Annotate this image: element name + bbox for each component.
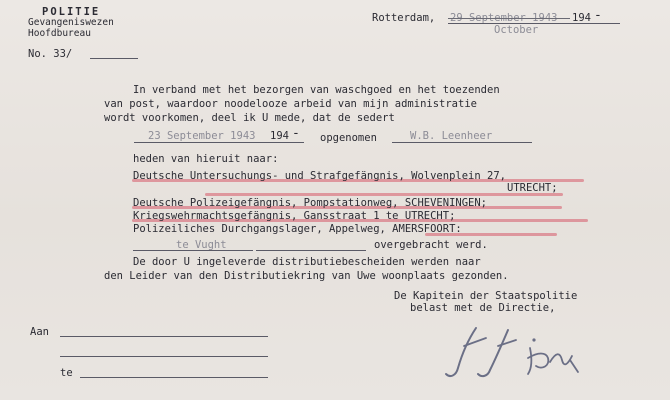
handwritten-signature (438, 318, 598, 388)
date-city: Rotterdam, (372, 12, 436, 24)
para2-line-1: De door U ingeleverde distributiebescheiden werden naar (133, 256, 481, 268)
body-line-1: In verband met het bezorgen van waschgoed en het toezenden (133, 84, 500, 96)
person-underline (392, 142, 532, 143)
org-bureau: Hoofdbureau (28, 28, 91, 39)
address-line-3: Kriegswehrmachtsgefängnis, Gansstraat 1 te UTRECHT; (133, 210, 456, 222)
signatory-title: De Kapitein der Staatspolitie (394, 290, 578, 302)
address-line-1-city: UTRECHT; (507, 182, 558, 194)
overgebracht-label: overgebracht werd. (374, 239, 488, 251)
filled-year-prefix: 194 (270, 130, 289, 142)
date-fill-underline (134, 142, 304, 143)
org-department: Gevangeniswezen (28, 17, 114, 28)
opgenomen-label: opgenomen (320, 132, 377, 144)
filled-date: 23 September 1943 (148, 130, 256, 142)
body-line-3: wordt voorkomen, deel ik U mede, dat de sedert (104, 112, 395, 124)
signatory-role: belast met de Directie, (410, 302, 556, 314)
number-underline (90, 58, 138, 59)
org-title: POLITIE (42, 6, 101, 18)
document-number: No. 33/ (28, 48, 73, 60)
red-highlight-2 (205, 193, 563, 196)
date-correction: October (494, 24, 539, 36)
date-struck: 29 September 1943 (450, 12, 558, 24)
body-line-2: van post, waardoor noodelooze arbeid van mijn administratie (104, 98, 477, 110)
filled-year-handwritten: - (292, 126, 300, 141)
address-line-1: Deutsche Untersuchungs- und Strafgefängnis, Wolvenplein 27, (133, 170, 506, 182)
date-strikethrough (448, 18, 570, 19)
aan-line-2 (60, 356, 268, 357)
destination-underline (133, 250, 253, 251)
date-year-handwritten: - (594, 8, 602, 23)
address-line-4: Polizeiliches Durchgangslager, Appelweg, AMERSFOORT: (133, 223, 462, 235)
address-line-2: Deutsche Polizeigefängnis, Pompstationweg, SCHEVENINGEN; (133, 197, 488, 209)
date-year-prefix: 194 (572, 12, 591, 24)
destination-underline-2 (256, 250, 366, 251)
te-label: te (60, 367, 73, 379)
filled-destination: te Vught (176, 239, 227, 251)
aan-label: Aan (30, 326, 49, 338)
body-line-5: heden van hieruit naar: (133, 153, 279, 165)
para2-line-2: den Leider van den Distributiekring van Uwe woonplaats gezonden. (104, 270, 509, 282)
te-line (80, 377, 268, 378)
aan-line-1 (60, 336, 268, 337)
filled-person-name: W.B. Leenheer (410, 130, 493, 142)
